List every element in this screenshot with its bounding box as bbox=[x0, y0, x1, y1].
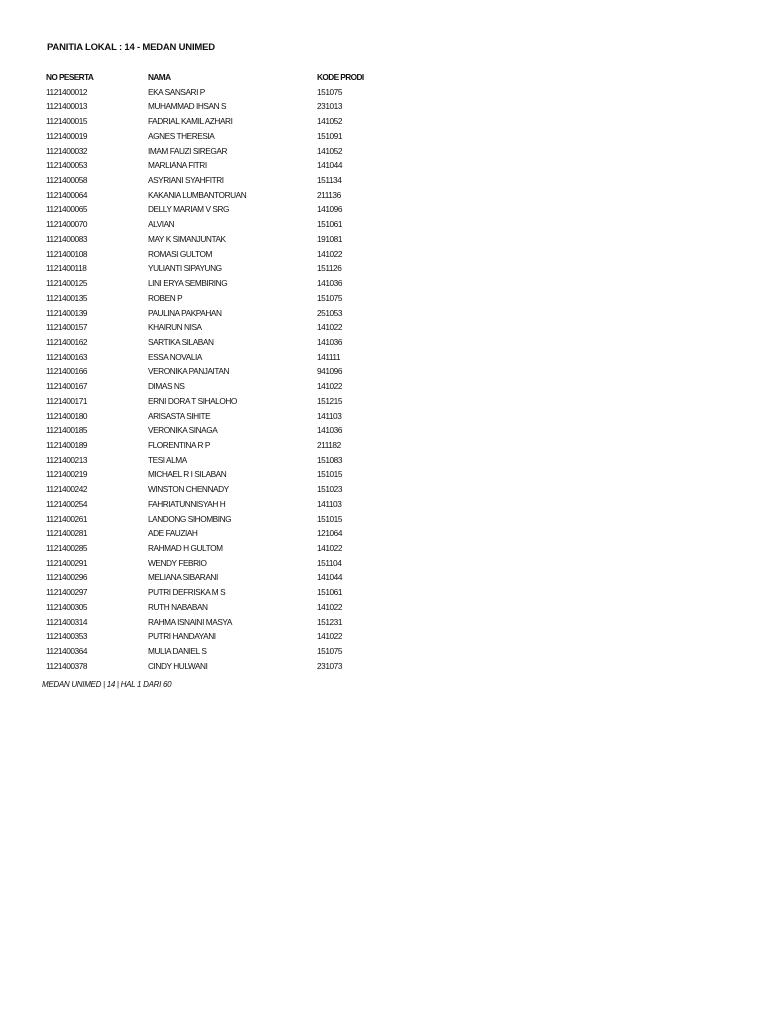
table-body bbox=[46, 85, 386, 674]
table-row bbox=[46, 394, 386, 409]
cell-kode-prodi: 141022 bbox=[317, 543, 342, 553]
cell-nama: DELLY MARIAM V SRG bbox=[148, 204, 230, 215]
cell-nama: ARISASTA SIHITE bbox=[148, 410, 211, 421]
cell-kode-prodi: 151104 bbox=[317, 557, 342, 568]
cell-kode-prodi: 211182 bbox=[317, 439, 341, 450]
cell-nama: ASYRIANI SYAHFITRI bbox=[148, 175, 224, 186]
table-row bbox=[46, 600, 386, 615]
table-row bbox=[46, 247, 386, 262]
table-row bbox=[46, 585, 386, 600]
cell-nama: CINDY HULWANI bbox=[148, 660, 208, 671]
cell-kode-prodi: 941096 bbox=[317, 366, 342, 377]
cell-no-peserta: 1121400015 bbox=[46, 116, 88, 127]
cell-nama: TESI ALMA bbox=[148, 454, 187, 465]
cell-no-peserta: 1121400364 bbox=[46, 646, 88, 657]
table-row bbox=[46, 541, 386, 556]
cell-kode-prodi: 141022 bbox=[317, 631, 342, 642]
cell-kode-prodi: 151126 bbox=[317, 263, 342, 274]
table-row bbox=[46, 615, 386, 630]
cell-kode-prodi: 191081 bbox=[317, 233, 342, 244]
cell-nama: FAHRIATUNNISYAH H bbox=[148, 498, 226, 509]
cell-nama: MARLIANA FITRI bbox=[148, 160, 207, 171]
cell-kode-prodi: 151231 bbox=[317, 616, 342, 627]
cell-nama: PAULINA PAKPAHAN bbox=[148, 307, 222, 318]
cell-nama: VERONIKA SINAGA bbox=[148, 425, 218, 436]
table-row bbox=[46, 659, 386, 674]
table-row bbox=[46, 232, 386, 247]
cell-kode-prodi: 151091 bbox=[317, 130, 342, 141]
table-row bbox=[46, 512, 386, 527]
table-row bbox=[46, 320, 386, 335]
cell-kode-prodi: 141052 bbox=[317, 145, 342, 156]
cell-no-peserta: 1121400285 bbox=[46, 543, 88, 553]
cell-nama: FLORENTINA R P bbox=[148, 439, 210, 450]
cell-kode-prodi: 141052 bbox=[317, 116, 342, 127]
cell-no-peserta: 1121400180 bbox=[46, 410, 88, 421]
header-kode-prodi: KODE PRODI bbox=[317, 72, 364, 82]
table-row bbox=[46, 364, 386, 379]
table-row bbox=[46, 188, 386, 203]
cell-kode-prodi: 141044 bbox=[317, 160, 342, 171]
table-row bbox=[46, 173, 386, 188]
cell-kode-prodi: 151061 bbox=[317, 219, 342, 230]
cell-no-peserta: 1121400013 bbox=[46, 101, 88, 112]
cell-no-peserta: 1121400305 bbox=[46, 601, 88, 612]
cell-nama: LANDONG SIHOMBING bbox=[148, 513, 232, 524]
table-row bbox=[46, 467, 386, 482]
cell-nama: WINSTON CHENNADY bbox=[148, 484, 229, 495]
table-row bbox=[46, 291, 386, 306]
cell-no-peserta: 1121400378 bbox=[46, 660, 88, 671]
cell-no-peserta: 1121400032 bbox=[46, 145, 88, 156]
header-nama: NAMA bbox=[148, 72, 171, 82]
cell-kode-prodi: 151015 bbox=[317, 469, 342, 480]
cell-kode-prodi: 121064 bbox=[317, 528, 342, 539]
cell-nama: KHAIRUN NISA bbox=[148, 322, 202, 333]
cell-nama: MICHAEL R I SILABAN bbox=[148, 469, 227, 480]
cell-kode-prodi: 231013 bbox=[317, 101, 342, 112]
cell-nama: YULIANTI SIPAYUNG bbox=[148, 263, 222, 274]
table-row bbox=[46, 85, 386, 100]
cell-nama: ERNI DORA T SIHALOHO bbox=[148, 395, 237, 406]
cell-kode-prodi: 151015 bbox=[317, 513, 342, 524]
cell-nama: DIMAS NS bbox=[148, 381, 185, 392]
table-row bbox=[46, 379, 386, 394]
cell-nama: LINI ERYA SEMBIRING bbox=[148, 278, 228, 289]
cell-no-peserta: 1121400118 bbox=[46, 263, 87, 274]
cell-no-peserta: 1121400065 bbox=[46, 204, 88, 215]
cell-kode-prodi: 151083 bbox=[317, 454, 342, 465]
cell-no-peserta: 1121400291 bbox=[46, 557, 88, 568]
table-row bbox=[46, 482, 386, 497]
cell-kode-prodi: 141022 bbox=[317, 601, 342, 612]
cell-no-peserta: 1121400083 bbox=[46, 233, 88, 244]
table-row bbox=[46, 350, 386, 365]
cell-nama: RAHMA ISNAINI MASYA bbox=[148, 616, 232, 627]
cell-no-peserta: 1121400242 bbox=[46, 484, 88, 495]
cell-kode-prodi: 151075 bbox=[317, 646, 342, 657]
table-row bbox=[46, 217, 386, 232]
cell-kode-prodi: 151023 bbox=[317, 484, 342, 495]
cell-nama: ALVIAN bbox=[148, 219, 175, 230]
cell-kode-prodi: 151075 bbox=[317, 86, 342, 97]
cell-nama: VERONIKA PANJAITAN bbox=[148, 366, 230, 377]
cell-nama: EKA SANSARI P bbox=[148, 86, 205, 97]
cell-no-peserta: 1121400139 bbox=[46, 307, 88, 318]
cell-nama: PUTRI DEFRISKA M S bbox=[148, 587, 226, 598]
cell-no-peserta: 1121400108 bbox=[46, 248, 88, 259]
table-row bbox=[46, 144, 386, 159]
cell-no-peserta: 1121400296 bbox=[46, 572, 88, 583]
cell-kode-prodi: 141022 bbox=[317, 381, 342, 392]
cell-no-peserta: 1121400254 bbox=[46, 498, 88, 509]
table-row bbox=[46, 570, 386, 585]
cell-no-peserta: 1121400163 bbox=[46, 351, 88, 362]
cell-nama: MUHAMMAD IHSAN S bbox=[148, 101, 227, 112]
cell-kode-prodi: 231073 bbox=[317, 660, 342, 671]
cell-kode-prodi: 151061 bbox=[317, 587, 342, 598]
page-title: PANITIA LOKAL : 14 - MEDAN UNIMED bbox=[47, 42, 215, 53]
cell-no-peserta: 1121400353 bbox=[46, 631, 88, 642]
cell-kode-prodi: 141036 bbox=[317, 278, 342, 289]
cell-nama: MAY K SIMANJUNTAK bbox=[148, 233, 226, 244]
page-footer: MEDAN UNIMED | 14 | HAL 1 DARI 60 bbox=[42, 680, 172, 689]
table-row bbox=[46, 99, 386, 114]
cell-kode-prodi: 141022 bbox=[317, 322, 342, 333]
cell-no-peserta: 1121400185 bbox=[46, 425, 88, 436]
cell-kode-prodi: 151215 bbox=[317, 395, 342, 406]
table-row bbox=[46, 261, 386, 276]
cell-no-peserta: 1121400019 bbox=[46, 130, 88, 141]
header-no-peserta: NO PESERTA bbox=[46, 72, 94, 82]
cell-kode-prodi: 141096 bbox=[317, 204, 342, 215]
cell-kode-prodi: 141111 bbox=[317, 351, 341, 362]
cell-nama: FADRIAL KAMIL AZHARI bbox=[148, 116, 233, 127]
cell-no-peserta: 1121400012 bbox=[46, 86, 88, 97]
table-row bbox=[46, 409, 386, 424]
cell-kode-prodi: 151075 bbox=[317, 292, 342, 303]
cell-kode-prodi: 211136 bbox=[317, 189, 341, 200]
cell-no-peserta: 1121400261 bbox=[46, 513, 88, 524]
table-row bbox=[46, 202, 386, 217]
cell-nama: RUTH NABABAN bbox=[148, 601, 208, 612]
cell-kode-prodi: 141103 bbox=[317, 410, 342, 421]
cell-no-peserta: 1121400189 bbox=[46, 439, 88, 450]
cell-kode-prodi: 141036 bbox=[317, 336, 342, 347]
cell-kode-prodi: 141044 bbox=[317, 572, 342, 583]
cell-no-peserta: 1121400314 bbox=[46, 616, 88, 627]
cell-nama: ESSA NOVALIA bbox=[148, 351, 202, 362]
cell-no-peserta: 1121400281 bbox=[46, 528, 88, 539]
cell-nama: MELIANA SIBARANI bbox=[148, 572, 218, 583]
table-row bbox=[46, 158, 386, 173]
table-row bbox=[46, 438, 386, 453]
table-row bbox=[46, 276, 386, 291]
cell-no-peserta: 1121400053 bbox=[46, 160, 88, 171]
table-row bbox=[46, 556, 386, 571]
cell-no-peserta: 1121400070 bbox=[46, 219, 88, 230]
cell-kode-prodi: 141103 bbox=[317, 498, 342, 509]
cell-no-peserta: 1121400162 bbox=[46, 336, 88, 347]
cell-nama: MULIA DANIEL S bbox=[148, 646, 207, 657]
cell-no-peserta: 1121400297 bbox=[46, 587, 88, 598]
cell-no-peserta: 1121400135 bbox=[46, 292, 88, 303]
cell-no-peserta: 1121400058 bbox=[46, 175, 88, 186]
participant-table bbox=[46, 70, 386, 673]
cell-no-peserta: 1121400125 bbox=[46, 278, 88, 289]
cell-no-peserta: 1121400064 bbox=[46, 189, 88, 200]
cell-nama: KAKANIA LUMBANTORUAN bbox=[148, 189, 247, 200]
cell-nama: ADE FAUZIAH bbox=[148, 528, 198, 539]
cell-nama: RAHMAD H GULTOM bbox=[148, 543, 223, 553]
table-row bbox=[46, 497, 386, 512]
table-row bbox=[46, 335, 386, 350]
table-row bbox=[46, 526, 386, 541]
table-row bbox=[46, 453, 386, 468]
cell-no-peserta: 1121400213 bbox=[46, 454, 88, 465]
cell-kode-prodi: 151134 bbox=[317, 175, 342, 186]
table-row bbox=[46, 114, 386, 129]
cell-kode-prodi: 141036 bbox=[317, 425, 342, 436]
table-header bbox=[46, 70, 386, 85]
cell-no-peserta: 1121400219 bbox=[46, 469, 88, 480]
cell-nama: WENDY FEBRIO bbox=[148, 557, 207, 568]
cell-nama: ROBEN P bbox=[148, 292, 183, 303]
cell-nama: SARTIKA SILABAN bbox=[148, 336, 214, 347]
table-row bbox=[46, 629, 386, 644]
cell-no-peserta: 1121400157 bbox=[46, 322, 88, 333]
table-row bbox=[46, 644, 386, 659]
cell-no-peserta: 1121400166 bbox=[46, 366, 88, 377]
cell-kode-prodi: 251053 bbox=[317, 307, 342, 318]
table-row bbox=[46, 306, 386, 321]
cell-nama: PUTRI HANDAYANI bbox=[148, 631, 216, 642]
cell-nama: AGNES THERESIA bbox=[148, 130, 215, 141]
cell-no-peserta: 1121400171 bbox=[46, 395, 88, 406]
cell-nama: ROMASI GULTOM bbox=[148, 248, 212, 259]
cell-nama: IMAM FAUZI SIREGAR bbox=[148, 145, 228, 156]
cell-no-peserta: 1121400167 bbox=[46, 381, 88, 392]
table-row bbox=[46, 129, 386, 144]
cell-kode-prodi: 141022 bbox=[317, 248, 342, 259]
table-row bbox=[46, 423, 386, 438]
